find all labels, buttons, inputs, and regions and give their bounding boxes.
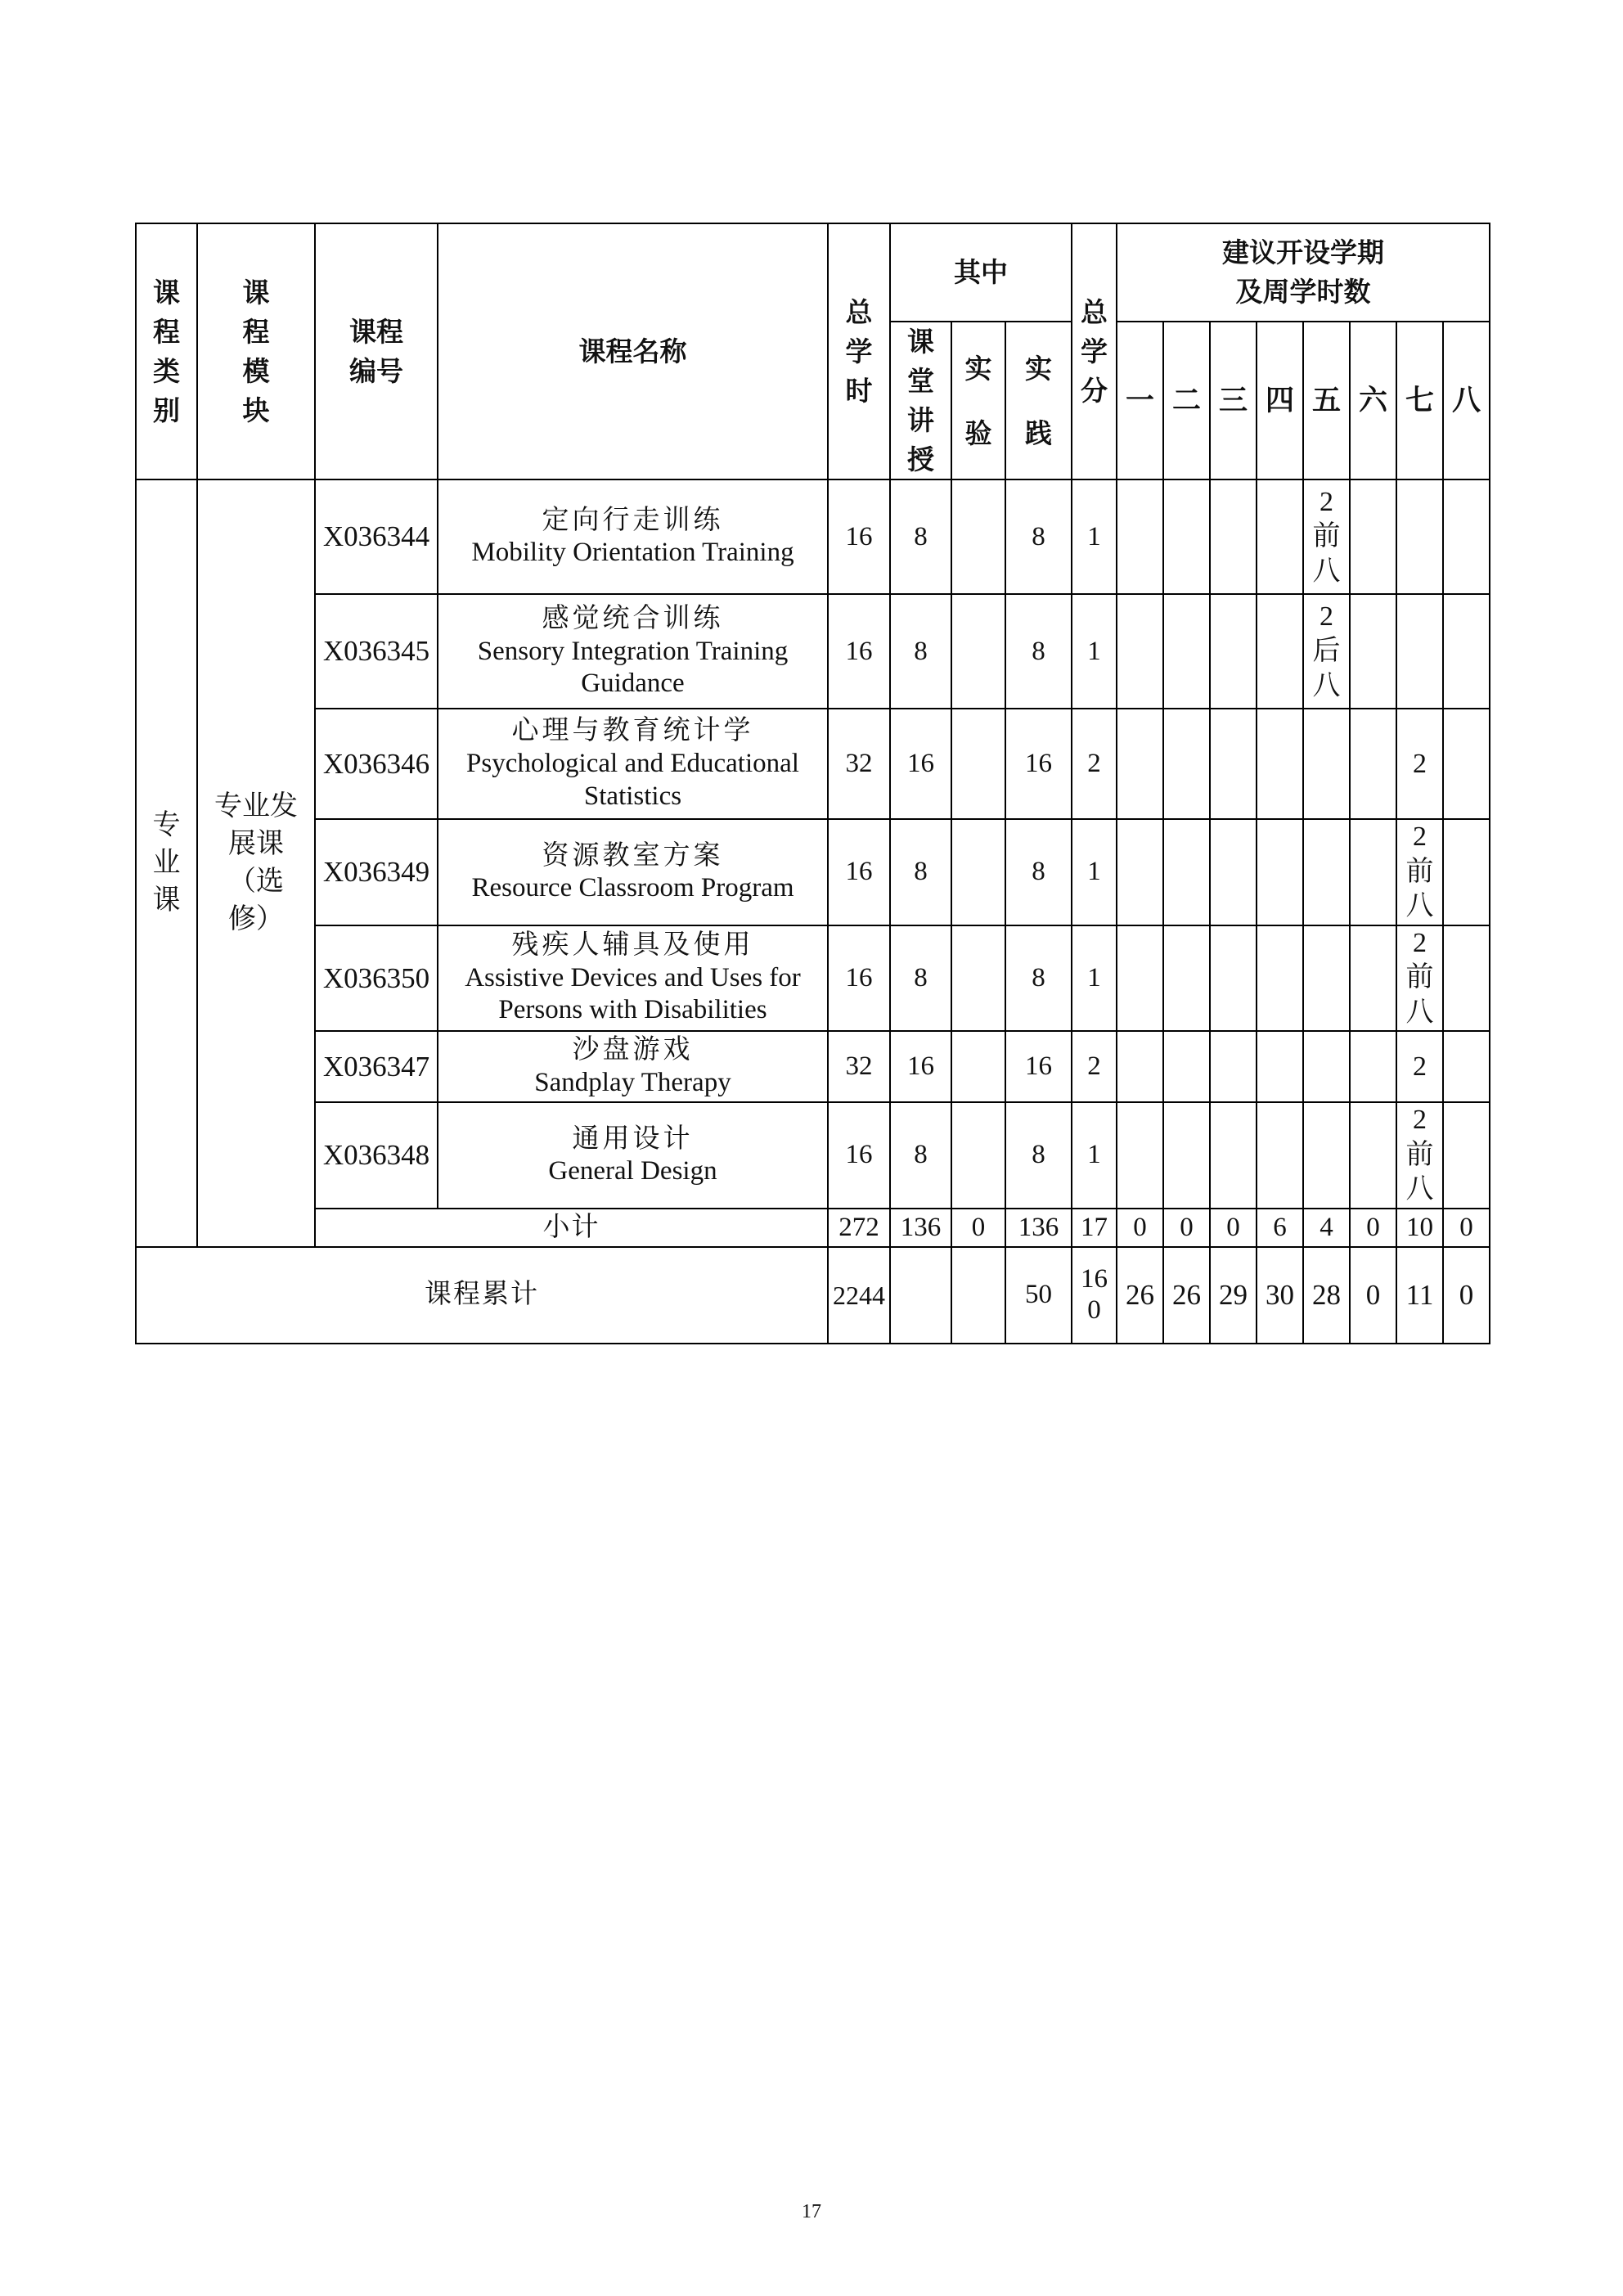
cumulative-row	[136, 1247, 1490, 1344]
header-experiment: 实 验	[951, 322, 1005, 479]
table-row	[136, 594, 1490, 709]
total-hours: 16	[828, 1102, 890, 1209]
semester-cell	[1257, 925, 1303, 1032]
semester-cell	[1210, 1031, 1257, 1102]
lecture-hours: 8	[890, 1102, 951, 1209]
cumulative-practice: 50	[1005, 1247, 1072, 1344]
semester-cell	[1163, 594, 1210, 709]
table-row	[136, 1102, 1490, 1209]
table-row	[136, 479, 1490, 594]
experiment-hours	[951, 479, 1005, 594]
credits: 1	[1072, 594, 1117, 709]
semester-cell	[1303, 819, 1350, 925]
semester-cell	[1210, 479, 1257, 594]
total-hours: 16	[828, 594, 890, 709]
cumulative-semester: 0	[1443, 1247, 1490, 1344]
cumulative-semester: 30	[1257, 1247, 1303, 1344]
subtotal-semester: 0	[1117, 1209, 1163, 1247]
subtotal-semester: 0	[1443, 1209, 1490, 1247]
subtotal-semester: 10	[1396, 1209, 1443, 1247]
semester-cell	[1163, 1102, 1210, 1209]
course-name: 心理与教育统计学 Psychological and Educational Statistics	[438, 709, 828, 819]
header-name: 课程名称	[438, 223, 828, 479]
page-number: 17	[802, 2201, 821, 2222]
subtotal-practice: 136	[1005, 1209, 1072, 1247]
course-code: X036350	[315, 925, 438, 1032]
semester-cell: 2后八	[1303, 594, 1350, 709]
subtotal-row	[136, 1209, 1490, 1247]
semester-cell	[1163, 479, 1210, 594]
lecture-hours: 16	[890, 709, 951, 819]
semester-cell	[1257, 594, 1303, 709]
header-practice: 实 践	[1005, 322, 1072, 479]
cumulative-experiment	[951, 1247, 1005, 1344]
credits: 1	[1072, 925, 1117, 1032]
semester-cell	[1396, 479, 1443, 594]
semester-cell	[1117, 925, 1163, 1032]
subtotal-semester: 0	[1350, 1209, 1396, 1247]
lecture-hours: 8	[890, 819, 951, 925]
semester-cell	[1350, 709, 1396, 819]
course-name: 沙盘游戏 Sandplay Therapy	[438, 1031, 828, 1102]
semester-cell	[1117, 1031, 1163, 1102]
header-semester-3: 三	[1210, 322, 1257, 479]
header-semester-5: 五	[1303, 322, 1350, 479]
header-semester-2: 二	[1163, 322, 1210, 479]
semester-cell	[1303, 709, 1350, 819]
header-semester-4: 四	[1257, 322, 1303, 479]
course-code: X036349	[315, 819, 438, 925]
semester-cell	[1443, 709, 1490, 819]
semester-cell	[1163, 819, 1210, 925]
semester-cell	[1350, 1102, 1396, 1209]
semester-cell	[1117, 709, 1163, 819]
cumulative-semester: 26	[1163, 1247, 1210, 1344]
semester-cell	[1350, 819, 1396, 925]
lecture-hours: 8	[890, 594, 951, 709]
course-code: X036347	[315, 1031, 438, 1102]
total-hours: 16	[828, 479, 890, 594]
total-hours: 16	[828, 925, 890, 1032]
semester-cell	[1257, 1102, 1303, 1209]
semester-cell	[1350, 1031, 1396, 1102]
course-name: 感觉统合训练 Sensory Integration Training Guidance	[438, 594, 828, 709]
cumulative-total: 2244	[828, 1247, 890, 1344]
header-code: 课程编号	[315, 223, 438, 479]
semester-cell	[1163, 1031, 1210, 1102]
header-lecture: 课堂讲授	[890, 322, 951, 479]
experiment-hours	[951, 1102, 1005, 1209]
semester-cell: 2前八	[1396, 819, 1443, 925]
subtotal-total: 272	[828, 1209, 890, 1247]
course-code: X036345	[315, 594, 438, 709]
course-name: 通用设计 General Design	[438, 1102, 828, 1209]
semester-cell	[1303, 925, 1350, 1032]
subtotal-experiment: 0	[951, 1209, 1005, 1247]
experiment-hours	[951, 1031, 1005, 1102]
course-name: 资源教室方案 Resource Classroom Program	[438, 819, 828, 925]
header-semester-8: 八	[1443, 322, 1490, 479]
cumulative-semester: 11	[1396, 1247, 1443, 1344]
credits: 2	[1072, 709, 1117, 819]
cumulative-lecture	[890, 1247, 951, 1344]
credits: 1	[1072, 1102, 1117, 1209]
cumulative-semester: 28	[1303, 1247, 1350, 1344]
header-credits: 总学分	[1072, 223, 1117, 479]
course-code: X036346	[315, 709, 438, 819]
subtotal-credits: 17	[1072, 1209, 1117, 1247]
semester-cell	[1210, 594, 1257, 709]
header-module: 课程模块	[197, 223, 315, 479]
semester-cell	[1117, 594, 1163, 709]
header-of-which: 其中	[890, 223, 1072, 322]
credits: 2	[1072, 1031, 1117, 1102]
semester-cell	[1117, 479, 1163, 594]
lecture-hours: 16	[890, 1031, 951, 1102]
cumulative-semester: 29	[1210, 1247, 1257, 1344]
header-semester-1: 一	[1117, 322, 1163, 479]
semester-cell	[1303, 1031, 1350, 1102]
semester-cell	[1396, 594, 1443, 709]
semester-cell	[1117, 1102, 1163, 1209]
semester-cell: 2	[1396, 709, 1443, 819]
credits: 1	[1072, 819, 1117, 925]
header-semester-title: 建议开设学期 及周学时数	[1117, 223, 1490, 322]
table-row	[136, 1031, 1490, 1102]
semester-cell: 2前八	[1303, 479, 1350, 594]
course-name: 定向行走训练 Mobility Orientation Training	[438, 479, 828, 594]
cumulative-label: 课程累计	[136, 1247, 828, 1344]
semester-cell	[1163, 925, 1210, 1032]
semester-cell	[1163, 709, 1210, 819]
semester-cell	[1350, 925, 1396, 1032]
table-row	[136, 819, 1490, 925]
course-table	[135, 223, 1490, 1344]
subtotal-lecture: 136	[890, 1209, 951, 1247]
lecture-hours: 8	[890, 925, 951, 1032]
semester-cell	[1350, 479, 1396, 594]
header-semester-6: 六	[1350, 322, 1396, 479]
semester-cell	[1210, 819, 1257, 925]
experiment-hours	[951, 925, 1005, 1032]
subtotal-semester: 0	[1210, 1209, 1257, 1247]
subtotal-semester: 6	[1257, 1209, 1303, 1247]
semester-cell	[1257, 819, 1303, 925]
semester-cell	[1257, 1031, 1303, 1102]
header-category: 课程类别	[136, 223, 197, 479]
cumulative-semester: 0	[1350, 1247, 1396, 1344]
total-hours: 16	[828, 819, 890, 925]
subtotal-semester: 4	[1303, 1209, 1350, 1247]
subtotal-label: 小计	[315, 1209, 828, 1247]
semester-cell	[1350, 594, 1396, 709]
semester-cell	[1117, 819, 1163, 925]
experiment-hours	[951, 819, 1005, 925]
subtotal-semester: 0	[1163, 1209, 1210, 1247]
practice-hours: 8	[1005, 1102, 1072, 1209]
table-row	[136, 925, 1490, 1032]
semester-cell	[1443, 819, 1490, 925]
semester-cell	[1210, 925, 1257, 1032]
practice-hours: 8	[1005, 479, 1072, 594]
semester-cell	[1210, 1102, 1257, 1209]
credits: 1	[1072, 479, 1117, 594]
practice-hours: 8	[1005, 594, 1072, 709]
module-cell: 专业发展课（选修）	[197, 479, 315, 1247]
header-total-hours: 总学时	[828, 223, 890, 479]
semester-cell	[1303, 1102, 1350, 1209]
cumulative-semester: 26	[1117, 1247, 1163, 1344]
practice-hours: 8	[1005, 925, 1072, 1032]
course-name: 残疾人辅具及使用 Assistive Devices and Uses for Persons with Disabilities	[438, 925, 828, 1032]
header-semester-7: 七	[1396, 322, 1443, 479]
semester-cell: 2	[1396, 1031, 1443, 1102]
semester-cell	[1210, 709, 1257, 819]
practice-hours: 8	[1005, 819, 1072, 925]
course-code: X036344	[315, 479, 438, 594]
semester-cell	[1443, 1102, 1490, 1209]
total-hours: 32	[828, 1031, 890, 1102]
semester-cell	[1443, 1031, 1490, 1102]
category-cell: 专业课	[136, 479, 197, 1247]
semester-cell: 2前八	[1396, 1102, 1443, 1209]
experiment-hours	[951, 709, 1005, 819]
table-row	[136, 709, 1490, 819]
semester-cell	[1443, 479, 1490, 594]
semester-cell	[1443, 594, 1490, 709]
course-code: X036348	[315, 1102, 438, 1209]
cumulative-credits: 160	[1072, 1247, 1117, 1344]
total-hours: 32	[828, 709, 890, 819]
semester-cell	[1257, 709, 1303, 819]
practice-hours: 16	[1005, 709, 1072, 819]
experiment-hours	[951, 594, 1005, 709]
lecture-hours: 8	[890, 479, 951, 594]
semester-cell: 2前八	[1396, 925, 1443, 1032]
semester-cell	[1443, 925, 1490, 1032]
practice-hours: 16	[1005, 1031, 1072, 1102]
semester-cell	[1257, 479, 1303, 594]
